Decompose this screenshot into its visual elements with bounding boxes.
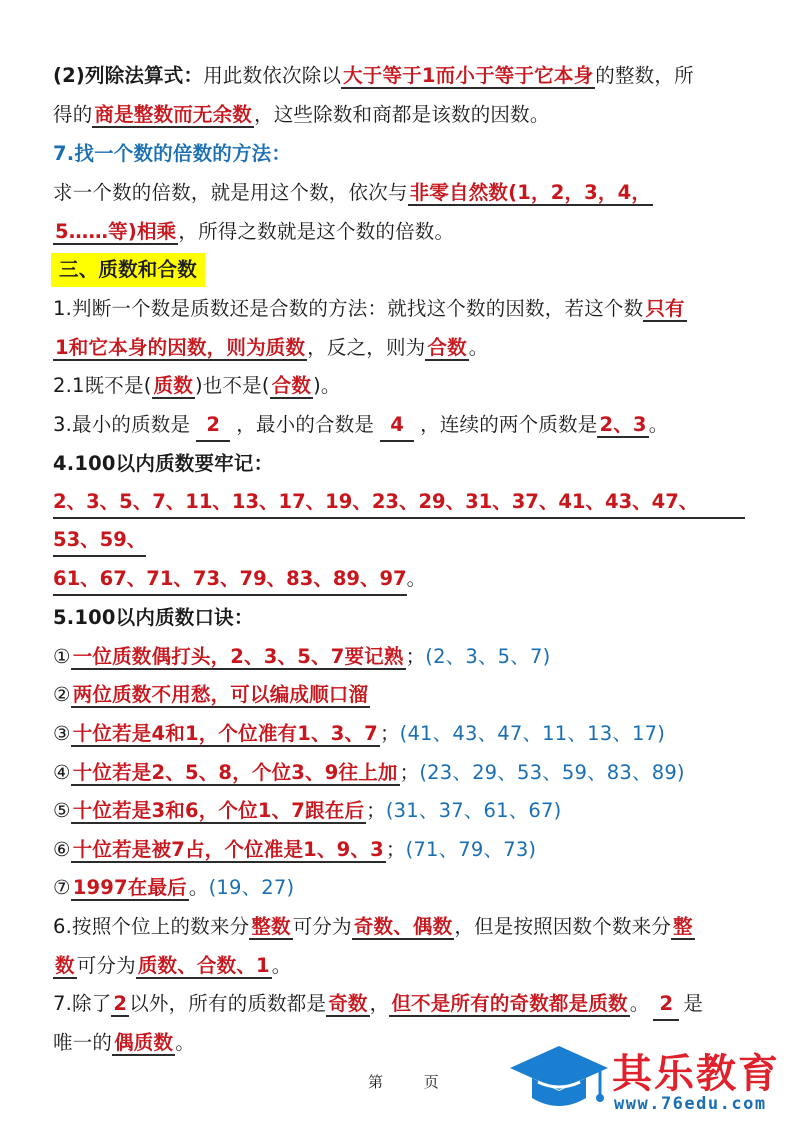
- graduation-cap-icon: [508, 1040, 610, 1122]
- brand-url: www.76edu.com: [614, 1094, 767, 1114]
- para-division-method: (2)列除法算式：用此数依次除以 大于等于1而小于等于它本身 的整数，所: [53, 64, 694, 87]
- answer: 大于等于1而小于等于它本身: [343, 64, 594, 87]
- answer: 5……等)相乘: [55, 220, 177, 243]
- highlighted-title: 三、质数和合数: [51, 253, 205, 287]
- answer: 数: [55, 954, 75, 977]
- para-one: 2.1既不是( 质数 )也不是( 合数 )。: [53, 374, 341, 397]
- primes-row-2: 53、59、: [53, 522, 745, 558]
- answer: 合数: [271, 374, 312, 397]
- answer: 整数: [251, 915, 291, 938]
- primes-row-3: 61、67、71、73、79、83、89、97。: [53, 561, 745, 597]
- rhyme-item: ⑥ 十位若是被7占，个位准是1、9、3 ；(71、79、73): [53, 838, 537, 861]
- para-prime-composite: 1.判断一个数是质数还是合数的方法：就找这个数的因数，若这个数 只有: [53, 297, 685, 320]
- para-division-method-cont: 得的 商是整数而无余数 ，这些除数和商都是该数的因数。: [53, 103, 550, 126]
- brand-logo: [508, 1040, 783, 1118]
- para-smallest: 3.最小的质数是 2 ，最小的合数是 4 ，连续的两个质数是 2、3 。: [53, 407, 745, 443]
- section-title: [53, 252, 745, 288]
- rhyme-item: ④ 十位若是2、5、8，个位3、9往上加 ；(23、29、53、59、83、89): [53, 761, 685, 784]
- answer: 2: [196, 410, 230, 442]
- para-even-prime: 7.除了 2 以外，所有的质数都是 奇数 ， 但不是所有的奇数都是质数 。 2 是: [53, 986, 745, 1022]
- answer: 非零自然数(1，2，3，4，: [409, 181, 652, 204]
- rhyme-item: ⑦ 1997在最后 。(19、27): [53, 876, 295, 899]
- answer: 整: [673, 915, 693, 938]
- answer: 只有: [645, 297, 685, 320]
- answer: 1和它本身的因数，则为质数: [55, 336, 306, 359]
- rhyme-item: ② 两位质数不用愁，可以编成顺口溜: [53, 683, 369, 706]
- answer: 质数: [153, 374, 193, 397]
- answer: 2: [653, 989, 679, 1021]
- rhyme-item: ⑤ 十位若是3和6，个位1、7跟在后 ；(31、37、61、67): [53, 799, 562, 822]
- answer: 但不是所有的奇数都是质数: [391, 992, 628, 1015]
- para-prime-composite-cont: 1和它本身的因数，则为质数 ，反之，则为 合数 。: [55, 336, 489, 359]
- rhyme-item: ① 一位质数偶打头，2、3、5、7要记熟 ；(2、3、5、7): [53, 645, 551, 668]
- answer: 2、3: [599, 413, 647, 436]
- answer: 4: [380, 410, 414, 442]
- heading-primes-100: 4.100以内质数要牢记：: [53, 452, 274, 475]
- heading-rhyme: 5.100以内质数口诀：: [53, 606, 254, 629]
- para-classification: 6.按照个位上的数来分 整数 可分为 奇数、偶数 ，但是按照因数个数来分 整: [53, 915, 693, 938]
- primes-row-1: 2、3、5、7、11、13、17、19、23、29、31、37、41、43、47、: [53, 484, 745, 520]
- para-classification-cont: 数 可分为 质数、合数、1 。: [55, 954, 292, 977]
- brand-name: 其乐教育: [612, 1051, 780, 1097]
- answer: 质数、合数、1: [137, 954, 270, 977]
- answer: 商是整数而无余数: [94, 103, 253, 126]
- para-multiples-cont: 5……等)相乘 ，所得之数就是这个数的倍数。: [55, 220, 455, 243]
- answer: 奇数、偶数: [353, 915, 453, 938]
- answer: 偶质数: [114, 1031, 174, 1054]
- rhyme-item: ③ 十位若是4和1，个位准有1、3、7 ；(41、43、47、11、13、17): [53, 722, 666, 745]
- page-number-label: 第 页: [368, 1073, 457, 1091]
- heading-multiples: 7.找一个数的倍数的方法：: [53, 142, 292, 165]
- label: (2)列除法算式：: [53, 64, 204, 87]
- answer: 奇数: [328, 992, 368, 1015]
- answer: 2: [113, 992, 128, 1015]
- para-even-prime-cont: 唯一的 偶质数 。: [53, 1031, 195, 1054]
- para-multiples: 求一个数的倍数，就是用这个数，依次与 非零自然数(1，2，3，4，: [53, 181, 652, 204]
- answer: 合数: [427, 336, 467, 359]
